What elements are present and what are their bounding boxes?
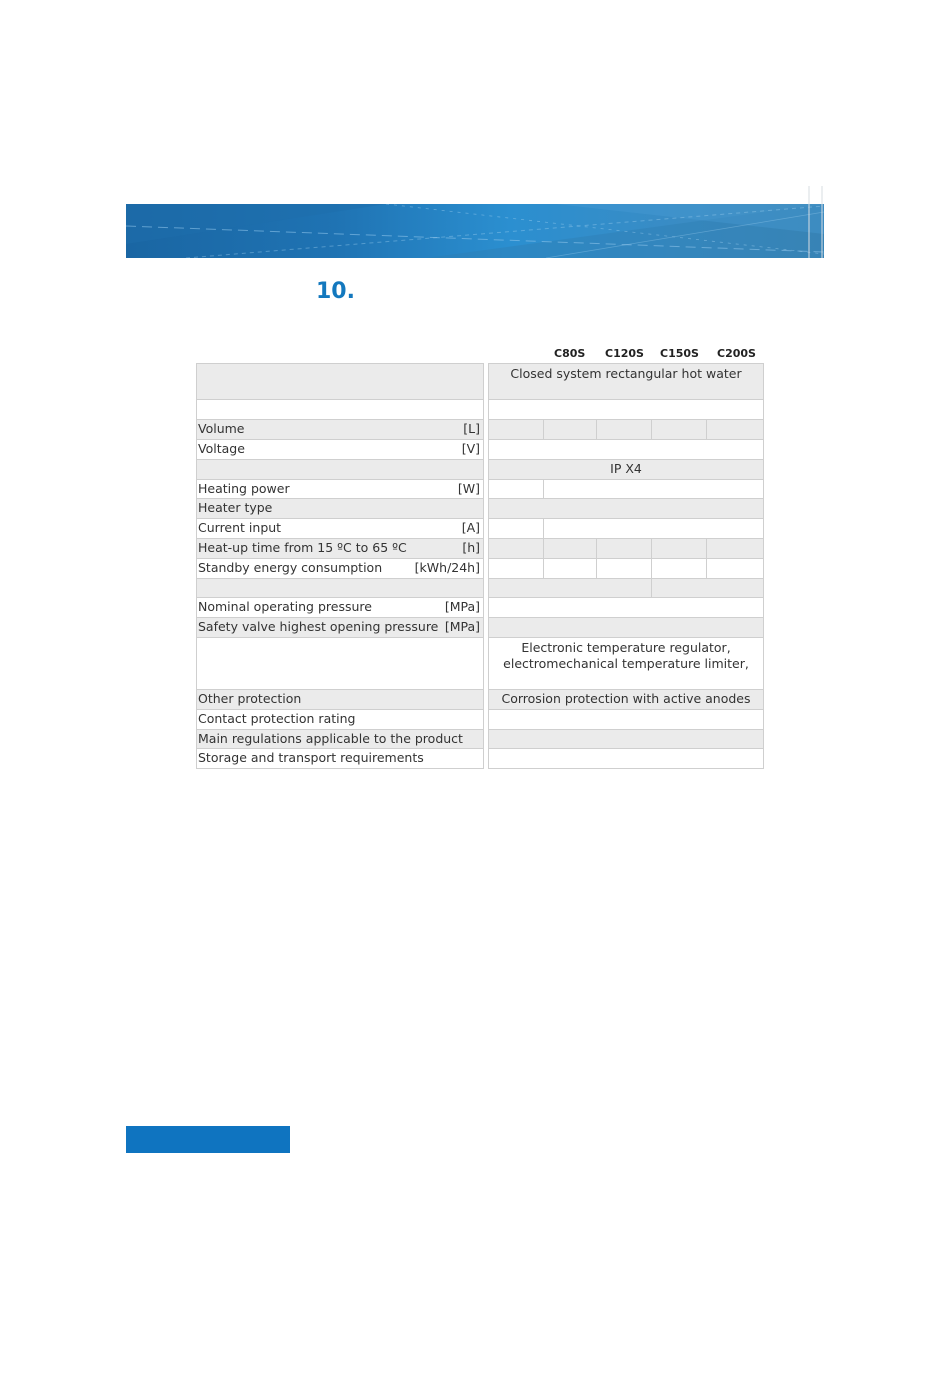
table-row-label xyxy=(196,539,484,559)
table-row-label xyxy=(196,460,484,480)
table-row-value xyxy=(488,499,764,519)
table-row-label xyxy=(196,598,484,618)
table-row-label xyxy=(196,690,484,710)
corner-decoration xyxy=(808,186,824,258)
model-header-c200s: C200S xyxy=(717,347,756,360)
table-row-label xyxy=(196,579,484,598)
table-row-value xyxy=(488,598,764,618)
heatup-time-unit: [h] xyxy=(462,540,480,555)
protection-line-2: electromechanical temperature limiter, xyxy=(503,656,749,671)
protection-line-1: Electronic temperature regulator, xyxy=(521,640,731,655)
table-row-value xyxy=(488,579,764,598)
table-row-label xyxy=(196,499,484,519)
table-row-value xyxy=(488,559,764,579)
standby-unit: [kWh/24h] xyxy=(414,560,480,575)
standby-label: Standby energy consumption xyxy=(198,560,383,575)
model-header-c120s: C120S xyxy=(605,347,644,360)
table-row-value xyxy=(488,480,764,499)
table-row-label xyxy=(196,730,484,749)
table-row-label xyxy=(196,519,484,539)
section-number: 10. xyxy=(316,279,355,304)
table-row-value xyxy=(488,749,764,769)
header-banner xyxy=(126,204,824,258)
heatup-time-label: Heat-up time from 15 ºC to 65 ºC xyxy=(198,540,407,555)
table-row-label xyxy=(196,400,484,420)
table-row-label xyxy=(196,710,484,730)
heating-power-label: Heating power xyxy=(198,481,290,496)
table-row-label xyxy=(196,618,484,638)
table-row-value xyxy=(488,440,764,460)
table-row-value xyxy=(488,420,764,440)
table-row-value xyxy=(488,519,764,539)
ip-rating-value: IP X4 xyxy=(610,461,642,476)
table-row-label xyxy=(196,480,484,499)
model-header-c80s: C80S xyxy=(554,347,586,360)
safety-valve-unit: [MPa] xyxy=(444,619,480,634)
nominal-pressure-unit: [MPa] xyxy=(444,599,480,614)
contact-protection-label: Contact protection rating xyxy=(198,711,356,726)
table-row-label xyxy=(196,638,484,690)
table-row-value xyxy=(488,539,764,559)
safety-valve-label: Safety valve highest opening pressure xyxy=(198,619,439,634)
table-row-value xyxy=(488,460,764,480)
voltage-label: Voltage xyxy=(198,441,245,456)
footer-bar xyxy=(126,1126,290,1153)
table-row-label xyxy=(196,559,484,579)
table-row-label xyxy=(196,440,484,460)
current-input-label: Current input xyxy=(198,520,282,535)
table-row-value xyxy=(488,618,764,638)
other-protection-value: Corrosion protection with active anodes xyxy=(501,691,751,706)
storage-label: Storage and transport requirements xyxy=(198,750,424,765)
table-row-value xyxy=(488,730,764,749)
table-row-value xyxy=(488,400,764,420)
heater-type-label: Heater type xyxy=(198,500,273,515)
table-row-value xyxy=(488,690,764,710)
table-row-label xyxy=(196,749,484,769)
regulations-label: Main regulations applicable to the product xyxy=(198,731,463,746)
other-protection-label: Other protection xyxy=(198,691,302,706)
voltage-unit: [V] xyxy=(461,441,480,456)
model-header-c150s: C150S xyxy=(660,347,699,360)
heating-power-unit: [W] xyxy=(457,481,480,496)
volume-unit: [L] xyxy=(463,421,480,436)
table-row-value xyxy=(488,638,764,690)
nominal-pressure-label: Nominal operating pressure xyxy=(198,599,372,614)
volume-label: Volume xyxy=(198,421,245,436)
table-row-value xyxy=(488,363,764,400)
table-row-label xyxy=(196,363,484,400)
product-type-value: Closed system rectangular hot water xyxy=(510,366,742,381)
table-row-label xyxy=(196,420,484,440)
table-row-value xyxy=(488,710,764,730)
current-input-unit: [A] xyxy=(461,520,480,535)
